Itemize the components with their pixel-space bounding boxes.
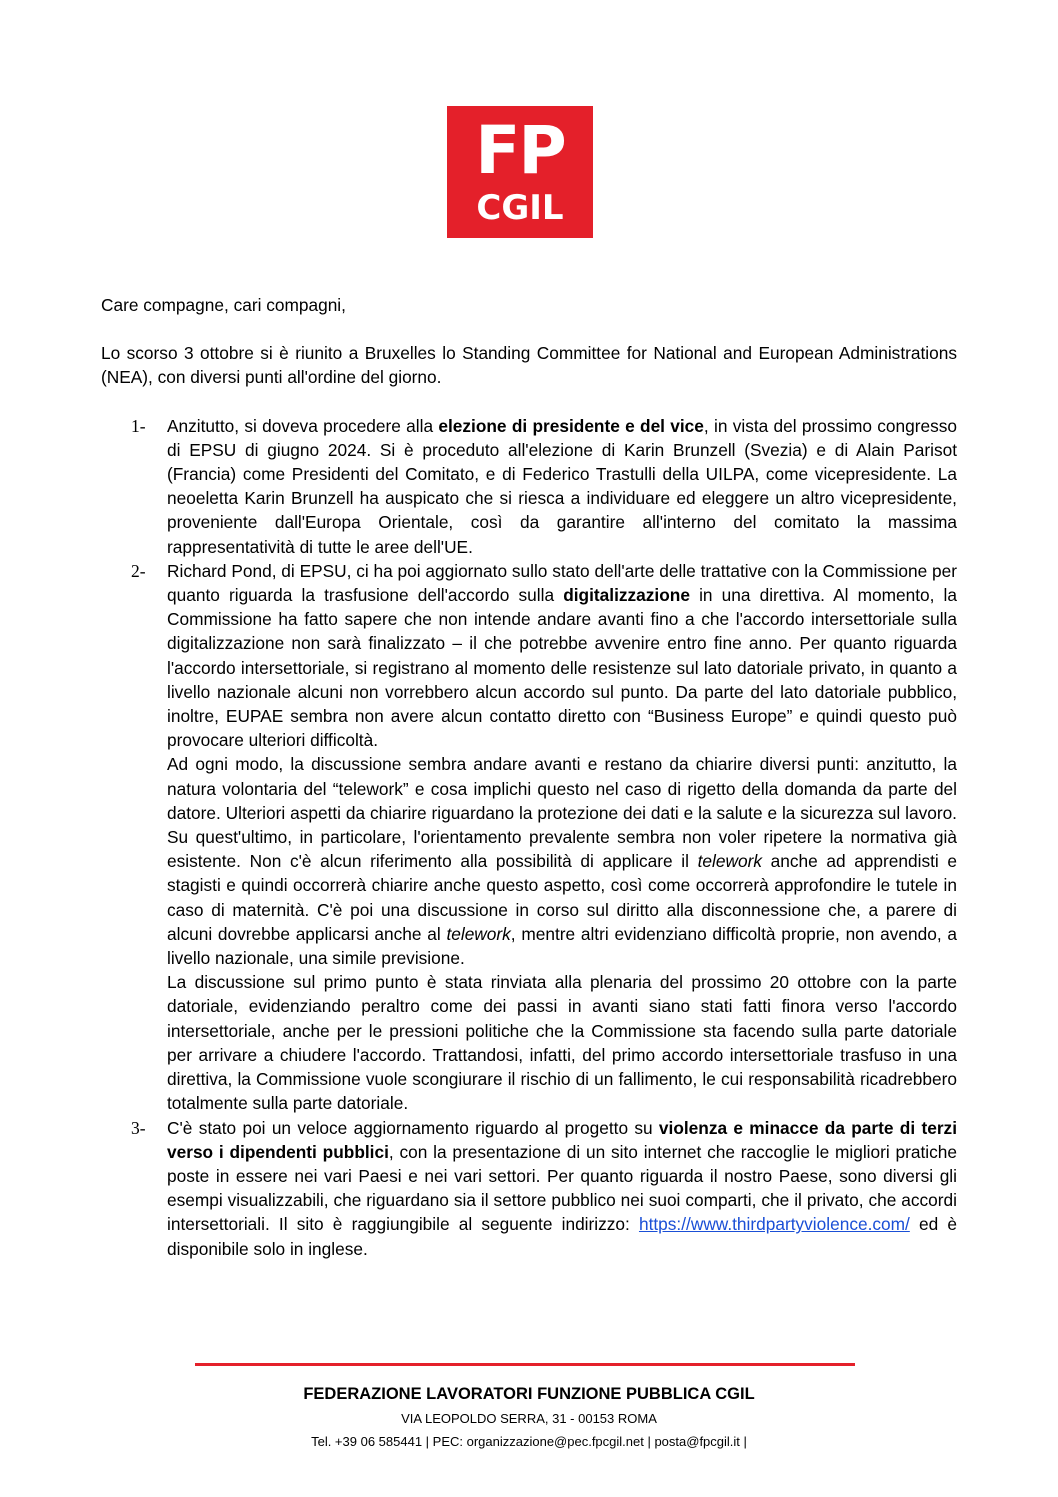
footer-organization: FEDERAZIONE LAVORATORI FUNZIONE PUBBLICA CGIL: [303, 1385, 755, 1403]
website-link[interactable]: https://www.thirdpartyviolence.com/: [638, 1214, 910, 1235]
bold-phrase: elezione di presidente e del vice: [438, 415, 704, 436]
item-paragraph: C'è stato poi un veloce aggiornamento riguardo al progetto su violenza e minacce da parte di terzi verso i dipendenti pubblici, con la presentazione di un sito internet che raccoglie le migliori pratiche poste in essere nei vari Paesi e nei vari settori. Per quanto riguarda il nostro Paese, sono diversi gli esempi visualizzabili, che riguardano sia il settore pubblico nei suoi comparti, che il privato, che accordi intersettoriali. Il sito è raggiungibile al seguente indirizzo: https://www.thirdpartyviolence.com/ ed è disponibile solo in inglese.: [167, 1117, 957, 1259]
list-item: [101, 1116, 957, 1261]
item-paragraph: Anzitutto, si doveva procedere alla elezione di presidente e del vice, in vista del prossimo congresso di EPSU di giugno 2024. Si è proceduto all'elezione di Karin Brunzell (Svezia) e di Alain Parisot (Francia) come Presidenti del Comitato, e di Federico Trastulli della UILPA, come vicepresidente. La neoeletta Karin Brunzell ha auspicato che si riesca a individuare ed eleggere un altro vicepresidente, proveniente dall'Europa Orientale, così da garantire all'interno del comitato la massima rappresentatività di tutte le aree dell'UE.: [167, 415, 957, 557]
intro-paragraph: Lo scorso 3 ottobre si è riunito a Bruxelles lo Standing Committee for National and European Administrations (NEA), con diversi punti all'ordine del giorno.: [101, 343, 957, 388]
bold-phrase: digitalizzazione: [563, 585, 690, 606]
logo-cgil-text: CGIL: [476, 188, 564, 228]
item-number: 1-: [131, 415, 146, 436]
greeting: Care compagne, cari compagni,: [101, 295, 346, 315]
footer-divider: [195, 1363, 855, 1366]
item-paragraph: La discussione sul primo punto è stata rinviata alla plenaria del prossimo 20 ottobre con la parte datoriale, evidenziando peraltro come dei passi in avanti siano stati fatti finora verso l'accordo intersettoriale, anche per le pressioni politiche che la Commissione sta facendo sulla parte datoriale per arrivare a chiudere l'accordo. Trattandosi, infatti, del primo accordo intersettoriale trasfuso in una direttiva, la Commissione vuole scongiurare il rischio di un fallimento, le cui responsabilità ricadrebbero totalmente sulla parte datoriale.: [167, 972, 957, 1114]
item-number: 3-: [131, 1117, 146, 1138]
bold-phrase: violenza e minacce da parte di terzi verso i dipendenti pubblici: [167, 1117, 957, 1162]
item-paragraph: Richard Pond, di EPSU, ci ha poi aggiornato sullo stato dell'arte delle trattative con la Commissione per quanto riguarda la trasfusione dell'accordo sulla digitalizzazione in una direttiva. Al momento, la Commissione ha fatto sapere che non intende andare avanti fino a che l'accordo intersettoriale sulla digitalizzazione non sarà finalizzato – il che potrebbe avvenire entro fine anno. Per quanto riguarda l'accordo intersettoriale, si registrano al momento delle resistenze sul lato datoriale privato, in quanto a livello nazionale alcuni non vorrebbero alcun accordo sul punto. Da parte del lato datoriale pubblico, inoltre, EUPAE sembra non avere alcun contatto diretto con “Business Europe” e quindi questo può provocare ulteriori difficoltà.: [167, 560, 958, 751]
agenda-list: [101, 414, 957, 1261]
list-item: [101, 559, 957, 1116]
italic-term: telework: [697, 851, 762, 872]
italic-term: telework: [446, 923, 511, 944]
logo-fp-text: FP: [475, 112, 565, 189]
footer-address: VIA LEOPOLDO SERRA, 31 - 00153 ROMA: [401, 1411, 657, 1426]
fp-cgil-logo: [447, 106, 593, 238]
footer-contacts: Tel. +39 06 585441 | PEC: organizzazione@pec.fpcgil.net | posta@fpcgil.it |: [311, 1434, 747, 1449]
list-item: [101, 414, 957, 559]
item-paragraph: Ad ogni modo, la discussione sembra andare avanti e restano da chiarire diversi punti: anzitutto, la natura volontaria del “telework” e cosa implichi questo nel caso di rigetto della domanda da parte del datore. Ulteriori aspetti da chiarire riguardano la protezione dei dati e la salute e la sicurezza sul lavoro. Su quest'ultimo, in particolare, l'orientamento prevalente sembra non voler ripetere la normativa già esistente. Non c'è alcun riferimento alla possibilità di applicare il telework anche ad apprendisti e stagisti e quindi occorrerà chiarire anche questo aspetto, così come occorrerà approfondire le tutele in caso di maternità. C'è poi una discussione in corso sul diritto alla disconnessione che, a parere di alcuni dovrebbe applicarsi anche al telework, mentre altri evidenziano difficoltà proprie, non avendo, a livello nazionale, una simile previsione.: [167, 754, 957, 969]
letter-body: [101, 293, 957, 1261]
item-number: 2-: [131, 560, 146, 581]
